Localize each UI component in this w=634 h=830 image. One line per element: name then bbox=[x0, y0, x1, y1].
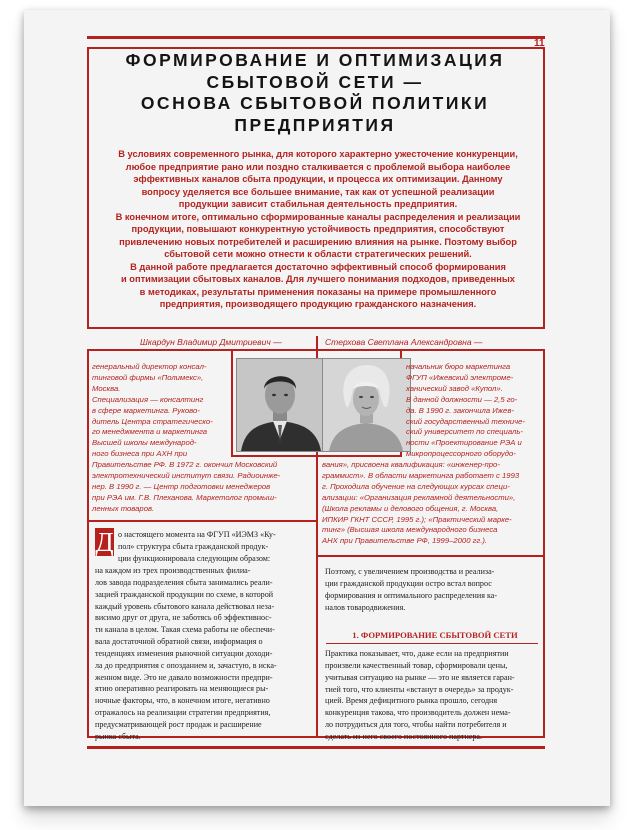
body-line: учитывая ситуацию на рынке — это не является гаран- bbox=[325, 672, 515, 682]
bio-line: ленных товаров. bbox=[92, 503, 155, 513]
body-text-left bbox=[95, 565, 312, 743]
body-text-right-para1 bbox=[325, 566, 539, 613]
author-photo-right bbox=[322, 358, 411, 452]
body-line: на каждом из трех производственных филиа- bbox=[95, 566, 251, 575]
author-name-left: Шкардун Владимир Дмитриевич — bbox=[140, 337, 282, 347]
bio-line: ИПКИР ГКНТ СССР, 1995 г.); «Практический марке- bbox=[322, 514, 512, 524]
body-line: зацией гражданской продукции по схеме, в которой bbox=[95, 589, 274, 599]
body-line: ции гражданской продукции остро встал вопрос bbox=[325, 578, 492, 588]
photo-frame-bottom-right bbox=[316, 455, 402, 457]
body-line: тенденциях изменения рыночной ситуации доходи- bbox=[95, 648, 273, 658]
bio-line: вания», присвоена квалификация: «инженер-про- bbox=[322, 460, 500, 469]
abstract-line: В данной работе предлагается достаточно эффективный способ формирования bbox=[130, 261, 506, 272]
bio-line: тинговой фирмы «Полимекс», bbox=[92, 372, 204, 382]
bio-line: ализации: «Организация рекламной деятельности», bbox=[322, 492, 516, 502]
bio-line: тинг» (Высшая школа международного бизнеса bbox=[322, 525, 498, 535]
author-bio-left bbox=[92, 362, 230, 460]
body-line: ла до предприятия с опозданием и, зачастую, в иска- bbox=[95, 660, 277, 670]
bio-line: начальник бюро маркетинга bbox=[406, 362, 511, 371]
abstract-line: любое предприятие рано или поздно сталкивается с проблемой выбора наиболее bbox=[125, 161, 511, 172]
body-line: произвели качественный товар, сформировали цены, bbox=[325, 660, 508, 670]
body-line: предусматривающей рост продаж и расширение bbox=[95, 719, 262, 729]
title-line: ФОРМИРОВАНИЕ И ОПТИМИЗАЦИЯ bbox=[125, 50, 505, 70]
body-line: Поэтому, с увеличением производства и реализа- bbox=[325, 567, 495, 576]
body-text-right-para2 bbox=[325, 648, 539, 743]
body-text-left-head bbox=[118, 529, 312, 565]
bio-line: нер. В 1990 г. — Центр подготовки менеджеров bbox=[92, 481, 271, 491]
body-line: ло потрудиться для того, чтобы найти потребителя и bbox=[325, 720, 507, 730]
body-line: пол» структура сбыта гражданской продук- bbox=[118, 541, 269, 551]
bio-line: да. В 1990 г. закончила Ижев- bbox=[406, 405, 514, 415]
body-line: о настоящего момента на ФГУП «ИЭМЗ «Ку- bbox=[118, 530, 276, 539]
abstract-line: и оптимизации сбытовых каналов. Для лучшего понимания подходов, приведенных bbox=[121, 274, 515, 284]
title-line: СБЫТОВОЙ СЕТИ — bbox=[206, 71, 424, 92]
abstract-line: эффективных каналов сбыта продукции, и процесса их оптимизации. Данному bbox=[133, 174, 503, 184]
abstract-line: продукции, повышают конкурентную устойчивость предприятия, способствуют bbox=[131, 224, 505, 234]
bio-line: (Школа рекламы и делового общения, г. Москва, bbox=[322, 503, 499, 513]
body-line: вала достаточной обратной связи, информация о bbox=[95, 637, 263, 647]
portrait-man-icon bbox=[237, 359, 324, 451]
bio-frame-left bbox=[87, 349, 89, 521]
photo-frame-left bbox=[231, 349, 233, 456]
body-line: отражалось на реализации стратегии предприятия, bbox=[95, 708, 271, 718]
body-frame-left bbox=[87, 520, 89, 738]
abstract-line: предприятия, производящего продукцию гражданского назначения. bbox=[159, 299, 477, 309]
body-line: тией того, что клиенты «встанут в очередь» за продук- bbox=[325, 684, 514, 694]
body-line: цией. Время дефицитного рынка прошло, сегодня bbox=[325, 696, 498, 706]
bio-line: ФГУП «Ижевский электроме- bbox=[406, 372, 514, 382]
header-frame-bottom bbox=[87, 327, 545, 329]
title-line: ПРЕДПРИЯТИЯ bbox=[234, 114, 396, 135]
top-rule-thin bbox=[87, 47, 545, 49]
portrait-woman-icon bbox=[323, 359, 410, 451]
author-bio-left-cont bbox=[92, 460, 314, 515]
abstract-line: привлечению новых потребителей и расширению влияния на рынке. Поэтому выбор bbox=[119, 236, 517, 247]
bio-line: Высшей школы международ- bbox=[92, 438, 197, 448]
bio-line: Специализация — консалтинг bbox=[92, 394, 204, 404]
bio-line: граммист». В области маркетинга работает с 1993 bbox=[322, 470, 520, 480]
bio-frame-right bbox=[543, 349, 545, 556]
bio-line: микропроцессорного оборудо- bbox=[406, 449, 516, 459]
abstract-line: в методиках, результаты применения показаны на примере промышленного bbox=[139, 286, 497, 297]
bio-line: ский государственный техниче- bbox=[406, 416, 525, 426]
abstract-line: В конечном итоге, оптимально сформированные каналы распределения и реализации bbox=[115, 211, 521, 222]
page-number: 11 bbox=[534, 38, 545, 49]
body-line: висимо друг от друга, не заботясь об эффективнос- bbox=[95, 613, 272, 623]
bio-left-bottom-rule bbox=[87, 520, 317, 522]
body-line: женном виде. Это не давало возможности предпри- bbox=[95, 672, 273, 682]
top-rule-thick bbox=[87, 36, 545, 39]
photo-frame-bottom-left bbox=[231, 455, 317, 457]
bio-line: В данной должности — 2,5 го- bbox=[406, 394, 518, 404]
header-frame-left bbox=[87, 47, 89, 329]
section-rule bbox=[326, 643, 538, 644]
body-line: каждый уровень сбытового канала действовал неза- bbox=[95, 601, 275, 611]
body-line: ти канала в целом. Такая схема работы не обеспечи- bbox=[95, 625, 275, 635]
body-line: ночные факторы, что, в конечном итоге, негативно bbox=[95, 696, 270, 706]
author-bio-right bbox=[406, 362, 540, 460]
article-title bbox=[100, 50, 530, 136]
body-frame-right bbox=[543, 555, 545, 738]
drop-cap: Д bbox=[95, 527, 114, 557]
body-line: ции функционировала следующим образом: bbox=[118, 553, 271, 563]
body-line: Практика показывает, что, даже если на предприятии bbox=[325, 649, 509, 658]
body-line: конкуренция такова, что производитель должен нема- bbox=[325, 708, 511, 718]
body-line: налов товародвижения. bbox=[325, 602, 406, 612]
author-bio-right-cont bbox=[322, 460, 541, 547]
article-abstract bbox=[92, 148, 544, 311]
abstract-line: вопросу уделяется все большее внимание, так как от успешной реализации bbox=[141, 186, 495, 197]
abstract-line: В условиях современного рынка, для которого характерно ужесточение конкуренции, bbox=[118, 149, 518, 159]
bio-line: электротехнический институт связи. Радиоинже- bbox=[92, 470, 281, 480]
section-heading: 1. ФОРМИРОВАНИЕ СБЫТОВОЙ СЕТИ bbox=[352, 630, 518, 640]
bio-line: го менеджмента и маркетинга bbox=[92, 427, 208, 437]
author-photo-left bbox=[236, 358, 325, 452]
bio-line: Москва. bbox=[92, 383, 121, 393]
body-line: лов завода подразделения сбыта занимались реали- bbox=[95, 577, 273, 587]
bio-line: при РЭА им. Г.В. Плеханова. Маркетолог промыш- bbox=[92, 492, 277, 502]
bio-line: ности «Проектирование РЭА и bbox=[406, 438, 522, 448]
bio-line: г. Проходила обучение на следующих курсах специ- bbox=[322, 481, 510, 491]
bio-line: АНХ при Правительстве РФ, 1999–2000 гг.). bbox=[322, 536, 488, 546]
author-name-right: Стерхова Светлана Александровна — bbox=[325, 337, 483, 347]
abstract-line: сбытовой сети можно отнести к области стратегических решений. bbox=[164, 249, 472, 259]
bio-right-bottom-rule bbox=[316, 555, 545, 557]
body-line: рынка сбыта. bbox=[95, 731, 141, 741]
body-line: сделать из него своего постоянного партнера. bbox=[325, 731, 483, 741]
bottom-rule-thick bbox=[87, 746, 545, 749]
abstract-line: продукции зависит стабильная деятельность предприятия. bbox=[178, 199, 458, 209]
bio-line: Правительстве РФ. В 1972 г. окончил Московский bbox=[92, 460, 278, 469]
body-line: ятию оперативно реагировать на меняющиеся ры- bbox=[95, 684, 269, 694]
bio-line: ский университет по специаль- bbox=[406, 427, 523, 437]
bio-line: генеральный директор консал- bbox=[92, 362, 207, 371]
bio-line: ного бизнеса при АХН при bbox=[92, 449, 188, 459]
bio-line: в сфере маркетинга. Руково- bbox=[92, 405, 200, 415]
bio-line: ханический завод «Купол». bbox=[406, 383, 503, 393]
title-line: ОСНОВА СБЫТОВОЙ ПОЛИТИКИ bbox=[140, 93, 490, 113]
body-line: формирования и оптимального распределения ка- bbox=[325, 590, 498, 600]
bio-line: дитель Центра стратегическо- bbox=[92, 416, 213, 426]
